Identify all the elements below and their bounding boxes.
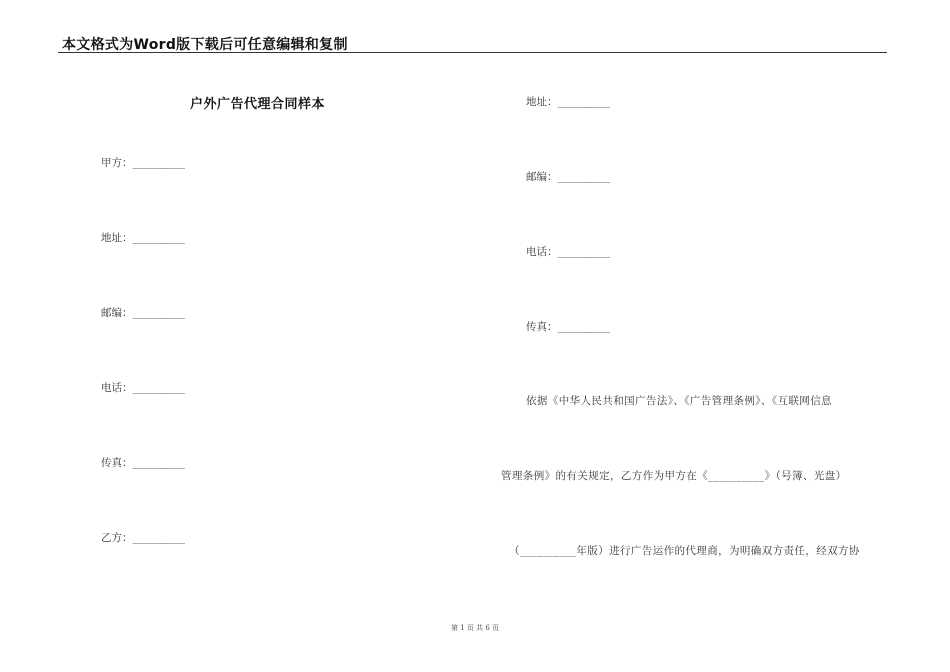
field-phone-a xyxy=(101,380,185,395)
field-party-b xyxy=(101,530,185,545)
field-label: 地址： xyxy=(101,232,133,244)
field-blank: __________ xyxy=(132,157,185,169)
field-postcode-b xyxy=(526,169,610,184)
field-label: 甲方： xyxy=(101,157,133,169)
field-blank: __________ xyxy=(132,457,185,469)
field-label: 电话： xyxy=(526,246,558,258)
field-postcode-a xyxy=(101,305,185,320)
field-blank: __________ xyxy=(132,232,185,244)
contract-title: 户外广告代理合同样本 xyxy=(190,97,326,112)
field-blank: __________ xyxy=(557,246,610,258)
field-label: 邮编： xyxy=(526,171,558,183)
header-divider xyxy=(58,52,887,53)
field-label: 传真： xyxy=(526,321,558,333)
field-label: 乙方： xyxy=(101,532,133,544)
field-blank: __________ xyxy=(132,532,185,544)
field-fax-b xyxy=(526,319,610,334)
field-party-a xyxy=(101,155,185,170)
field-blank: __________ xyxy=(557,171,610,183)
field-label: 传真： xyxy=(101,457,133,469)
field-blank: __________ xyxy=(132,307,185,319)
field-label: 地址： xyxy=(526,96,558,108)
field-blank: __________ xyxy=(557,321,610,333)
body-line-3: （__________年版）进行广告运作的代理商，为明确双方责任，经双方协 xyxy=(509,545,860,557)
field-blank: __________ xyxy=(132,382,185,394)
body-line-1: 依据《中华人民共和国广告法》、《广告管理条例》、《互联网信息 xyxy=(526,395,832,407)
field-label: 邮编： xyxy=(101,307,133,319)
body-line-2: 管理条例》的有关规定，乙方作为甲方在《__________》（号簿、光盘） xyxy=(501,470,847,482)
page-number: 第 1 页 共 6 页 xyxy=(450,624,500,632)
field-phone-b xyxy=(526,244,610,259)
header-text: 本文格式为Word版下载后可任意编辑和复制 xyxy=(62,37,348,53)
field-fax-a xyxy=(101,455,185,470)
field-label: 电话： xyxy=(101,382,133,394)
field-address-a xyxy=(101,230,185,245)
field-blank: __________ xyxy=(557,96,610,108)
field-address-b xyxy=(526,94,610,109)
